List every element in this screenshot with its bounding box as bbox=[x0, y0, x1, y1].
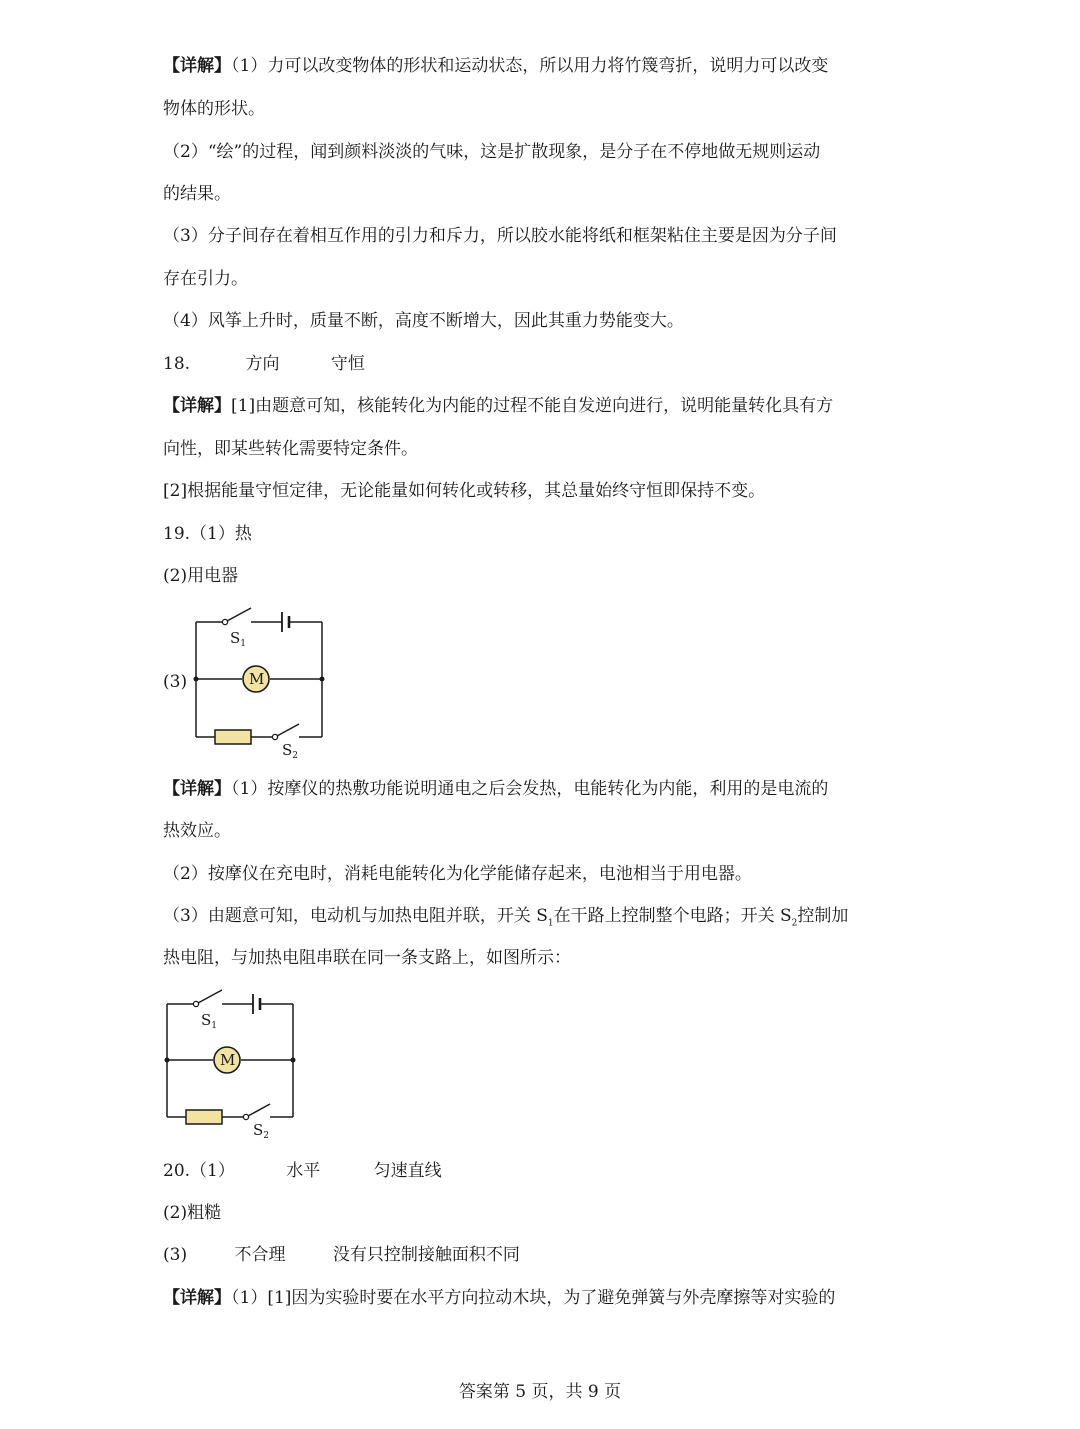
answer-20-3b: 没有只控制接触面积不同 bbox=[332, 1245, 520, 1265]
answer-18 bbox=[163, 352, 923, 376]
resistor-symbol bbox=[186, 1110, 222, 1124]
switch-s1-contact bbox=[193, 1001, 198, 1006]
answer-20-1 bbox=[163, 1159, 923, 1183]
junction-left bbox=[194, 677, 199, 682]
explanation-19-1b: 热效应。 bbox=[163, 821, 231, 841]
answer-20-number: 20.（1） bbox=[163, 1161, 235, 1181]
motor-label: M bbox=[249, 670, 265, 688]
answer-20-3: (3) 不合理 没有只控制接触面积不同 bbox=[163, 1245, 520, 1265]
s1-label: $S_1$ bbox=[201, 1011, 218, 1031]
s1-label: $S_1$ bbox=[230, 629, 247, 649]
explanation-18-1b: 向性，即某些转化需要特定条件。 bbox=[163, 439, 418, 459]
answer-20-2: (2)粗糙 bbox=[163, 1203, 222, 1223]
explanation-19-3b: 热电阻，与加热电阻串联在同一条支路上，如图所示： bbox=[163, 948, 571, 968]
s2-label: $S_2$ bbox=[253, 1121, 270, 1141]
page-footer: 答案第 5 页，共 9 页 bbox=[458, 1382, 622, 1402]
circuit-diagram-2 bbox=[156, 982, 306, 1147]
answer-20-1a: 水平 bbox=[286, 1161, 321, 1181]
explanation-17-1a: 【详解】（1）力可以改变物体的形状和运动状态，所以用力将竹篾弯折，说明力可以改变 bbox=[163, 56, 829, 76]
explanation-17-3a: （3）分子间存在着相互作用的引力和斥力，所以胶水能将纸和框架粘住主要是因为分子间 bbox=[163, 226, 837, 246]
resistor-symbol bbox=[215, 730, 251, 744]
answer-20-1b: 匀速直线 bbox=[373, 1161, 442, 1181]
explanation-20-1: 【详解】（1）[1]因为实验时要在水平方向拉动木块，为了避免弹簧与外壳摩擦等对实验的 bbox=[163, 1288, 836, 1308]
answer-19-2: (2)用电器 bbox=[163, 566, 239, 586]
junction-left bbox=[165, 1058, 170, 1063]
answer-19-3-label: (3) bbox=[163, 672, 188, 692]
circuit-diagram-1 bbox=[185, 600, 335, 765]
s2-label: $S_2$ bbox=[282, 741, 299, 761]
explanation-18-2: [2]根据能量守恒定律，无论能量如何转化或转移，其总量始终守恒即保持不变。 bbox=[163, 481, 766, 501]
explanation-19-3a: （3）由题意可知，电动机与加热电阻并联，开关 $S_1$在干路上控制整个电路；开关 $S_2$控制加 bbox=[163, 906, 849, 929]
explanation-18-1a: 【详解】[1]由题意可知，核能转化为内能的过程不能自发逆向进行，说明能量转化具有方 bbox=[163, 396, 834, 416]
switch-s2-contact bbox=[243, 1114, 248, 1119]
junction-right bbox=[291, 1058, 296, 1063]
answer-20-3a: 不合理 bbox=[234, 1245, 286, 1265]
explanation-17-4: （4）风筝上升时，质量不断，高度不断增大，因此其重力势能变大。 bbox=[163, 311, 684, 331]
switch-s2-contact bbox=[272, 734, 277, 739]
explanation-17-2a: （2）“绘”的过程，闻到颜料淡淡的气味，这是扩散现象，是分子在不停地做无规则运动 bbox=[163, 142, 821, 162]
answer-18-1: 方向 bbox=[245, 354, 280, 374]
answer-18-2: 守恒 bbox=[330, 354, 365, 374]
explanation-17-2b: 的结果。 bbox=[163, 184, 231, 204]
explanation-19-1a: 【详解】（1）按摩仪的热敷功能说明通电之后会发热，电能转化为内能，利用的是电流的 bbox=[163, 779, 829, 799]
explanation-17-3b: 存在引力。 bbox=[163, 269, 248, 289]
junction-right bbox=[320, 677, 325, 682]
explanation-19-2: （2）按摩仪在充电时，消耗电能转化为化学能储存起来，电池相当于用电器。 bbox=[163, 864, 752, 884]
answer-18-number: 18. bbox=[163, 354, 191, 374]
motor-label: M bbox=[220, 1051, 236, 1069]
explanation-17-1b: 物体的形状。 bbox=[163, 99, 265, 119]
answer-19-1: 19.（1）热 bbox=[163, 524, 252, 544]
switch-s1-contact bbox=[222, 619, 227, 624]
